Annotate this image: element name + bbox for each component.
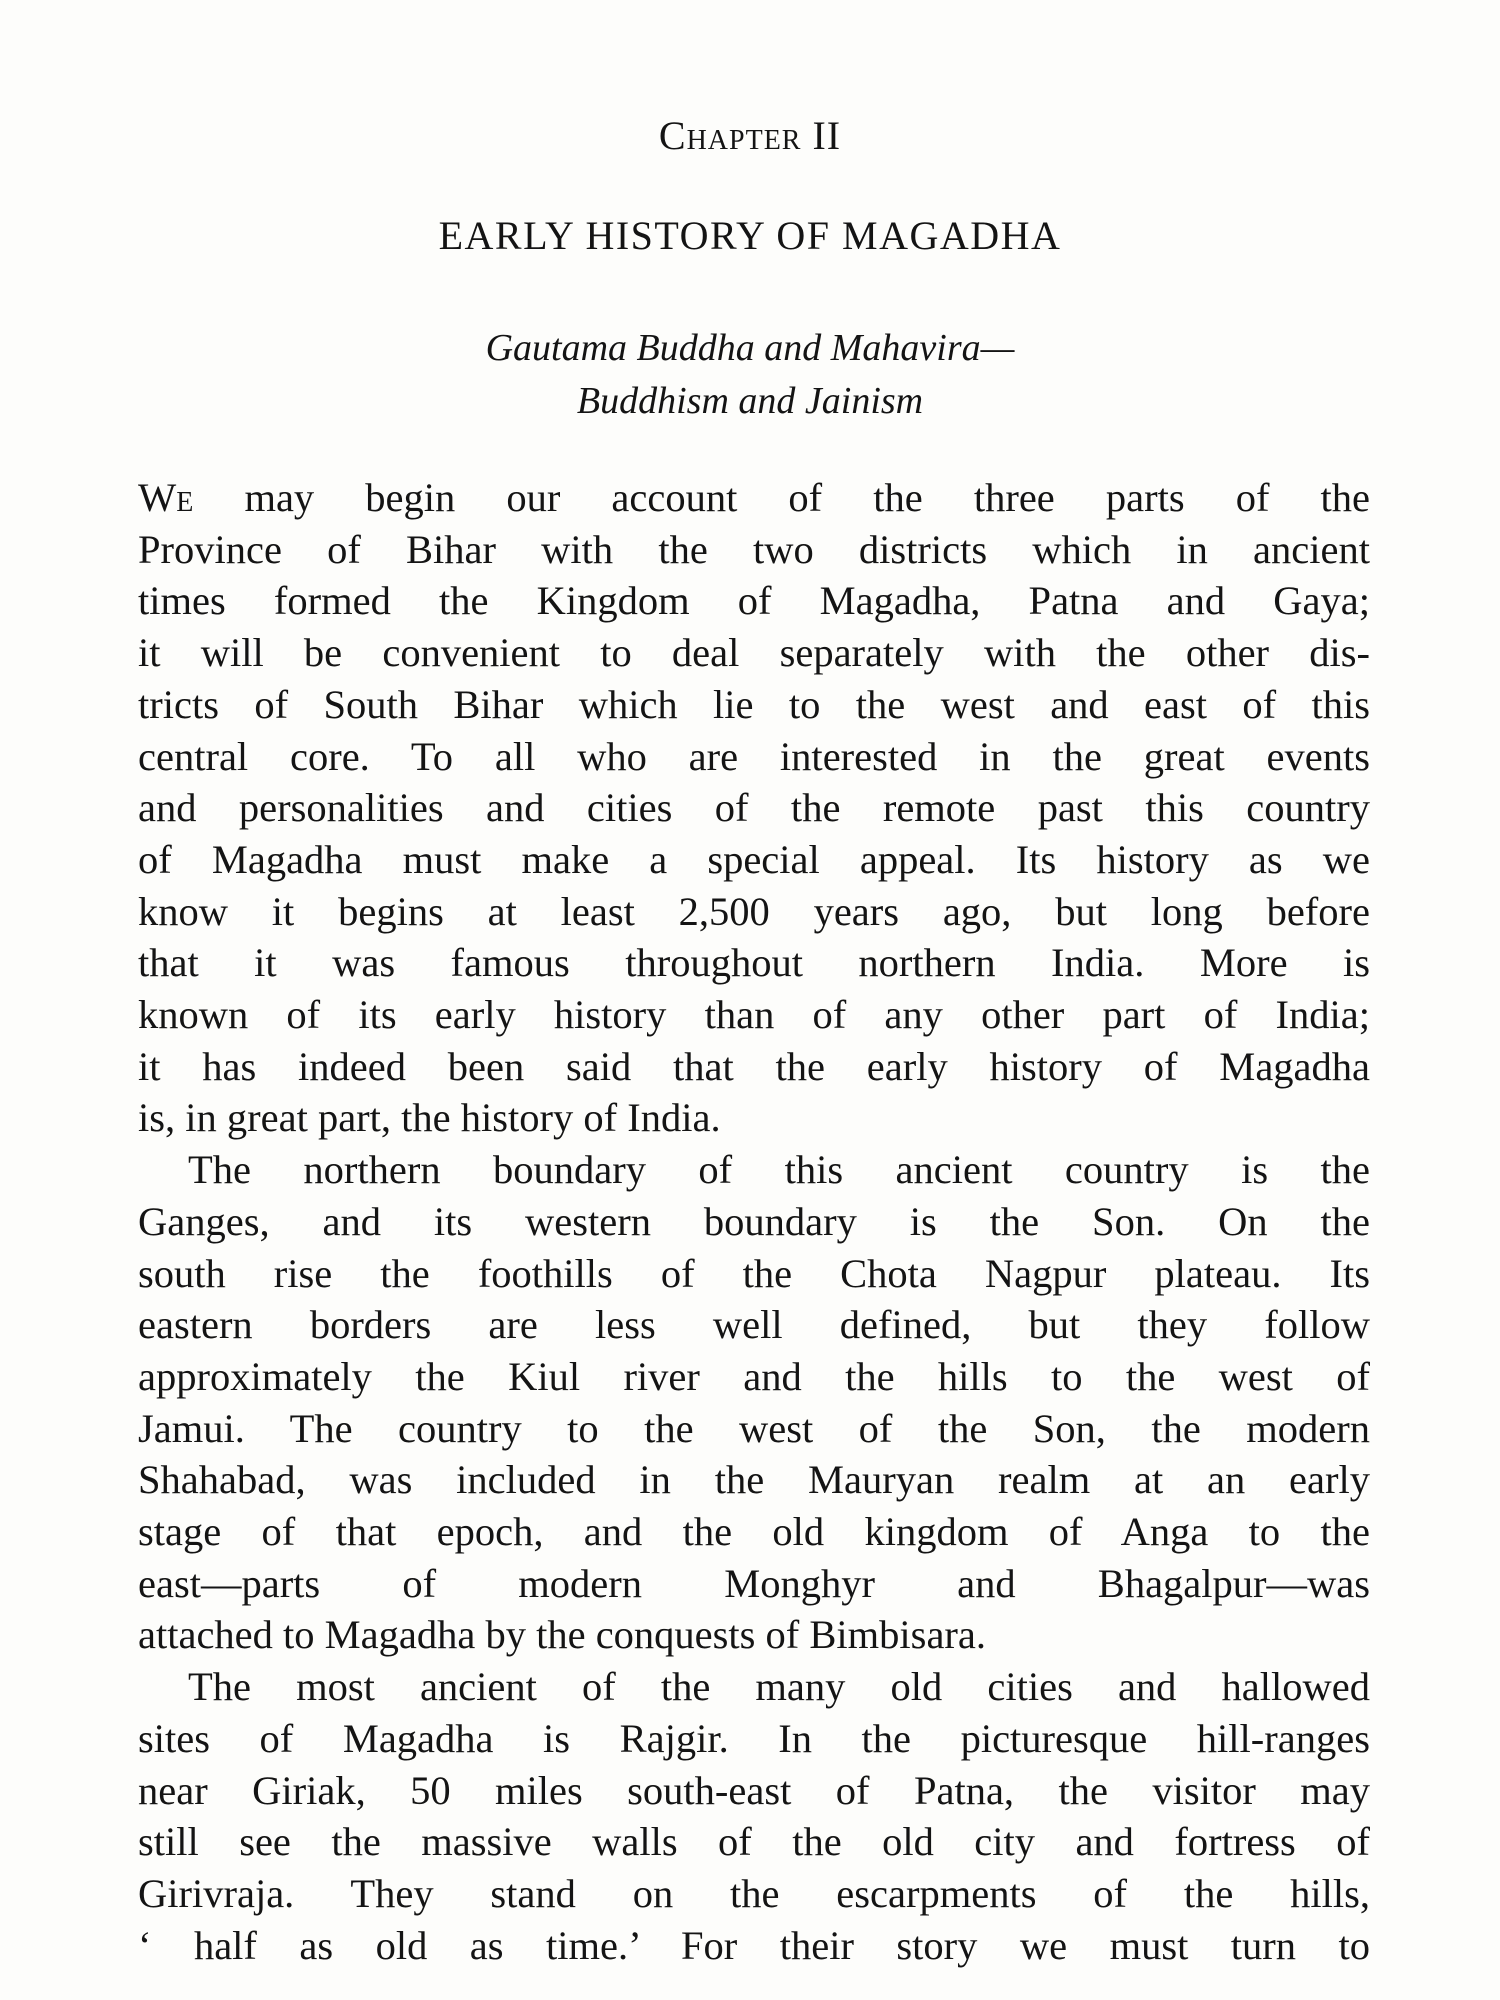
- text-line: times formed the Kingdom of Magadha, Patna and Gaya;: [138, 578, 1370, 624]
- text-line: east—parts of modern Monghyr and Bhagalpur—was: [138, 1560, 1370, 1606]
- text-line: sites of Magadha is Rajgir. In the picturesque hill-ranges: [138, 1715, 1370, 1761]
- text-segment: may begin our account of the three parts of the: [193, 475, 1370, 520]
- text-line: known of its early history than of any other part of India;: [138, 992, 1370, 1038]
- text-line: The most ancient of the many old cities and hallowed: [188, 1664, 1370, 1710]
- subtitle-line: Gautama Buddha and Mahavira—: [485, 327, 1015, 369]
- text-line: The northern boundary of this ancient country is the: [188, 1147, 1370, 1193]
- text-line: Ganges, and its western boundary is the Son. On the: [138, 1198, 1370, 1244]
- text-line: approximately the Kiul river and the hills to the west of: [138, 1353, 1370, 1399]
- text-line: of Magadha must make a special appeal. Its history as we: [138, 836, 1370, 882]
- text-line: that it was famous throughout northern India. More is: [138, 940, 1370, 986]
- body-text: [138, 472, 1370, 1971]
- chapter-heading: [0, 112, 1500, 159]
- text-line: eastern borders are less well defined, but they follow: [138, 1302, 1370, 1348]
- text-line: Province of Bihar with the two districts which in ancient: [138, 526, 1370, 572]
- text-line: near Giriak, 50 miles south-east of Patna, the visitor may: [138, 1767, 1370, 1813]
- text-line: [138, 472, 1370, 524]
- text-line: tricts of South Bihar which lie to the west and east of this: [138, 681, 1370, 727]
- chapter-title: EARLY HISTORY OF MAGADHA: [438, 213, 1062, 258]
- chapter-label: Chapter: [658, 113, 802, 158]
- paragraph: [138, 1661, 1370, 1971]
- text-line: ‘ half as old as time.’ For their story we must turn to: [138, 1922, 1370, 1968]
- text-line: it has indeed been said that the early history of Magadha: [138, 1043, 1370, 1089]
- text-line: stage of that epoch, and the old kingdom of Anga to the: [138, 1509, 1370, 1555]
- chapter-subtitle: [0, 322, 1500, 428]
- drop-lead-word: We: [138, 475, 194, 520]
- text-line: Girivraja. They stand on the escarpments of the hills,: [138, 1870, 1370, 1916]
- text-line: still see the massive walls of the old city and fortress of: [138, 1819, 1370, 1865]
- paragraph: [138, 472, 1370, 1144]
- paragraph: [138, 1144, 1370, 1661]
- text-line: south rise the foothills of the Chota Nagpur plateau. Its: [138, 1250, 1370, 1296]
- text-line: is, in great part, the history of India.: [138, 1095, 721, 1141]
- text-line: know it begins at least 2,500 years ago, but long before: [138, 888, 1370, 934]
- text-line: central core. To all who are interested in the great events: [138, 733, 1370, 779]
- subtitle-line: Buddhism and Jainism: [576, 380, 924, 422]
- text-line: attached to Magadha by the conquests of Bimbisara.: [138, 1612, 987, 1658]
- text-line: Shahabad, was included in the Mauryan realm at an early: [138, 1457, 1370, 1503]
- text-line: Jamui. The country to the west of the Son, the modern: [138, 1405, 1370, 1451]
- text-line: it will be convenient to deal separately with the other dis-: [138, 630, 1370, 676]
- chapter-number: II: [812, 113, 842, 158]
- text-line: and personalities and cities of the remote past this country: [138, 785, 1370, 831]
